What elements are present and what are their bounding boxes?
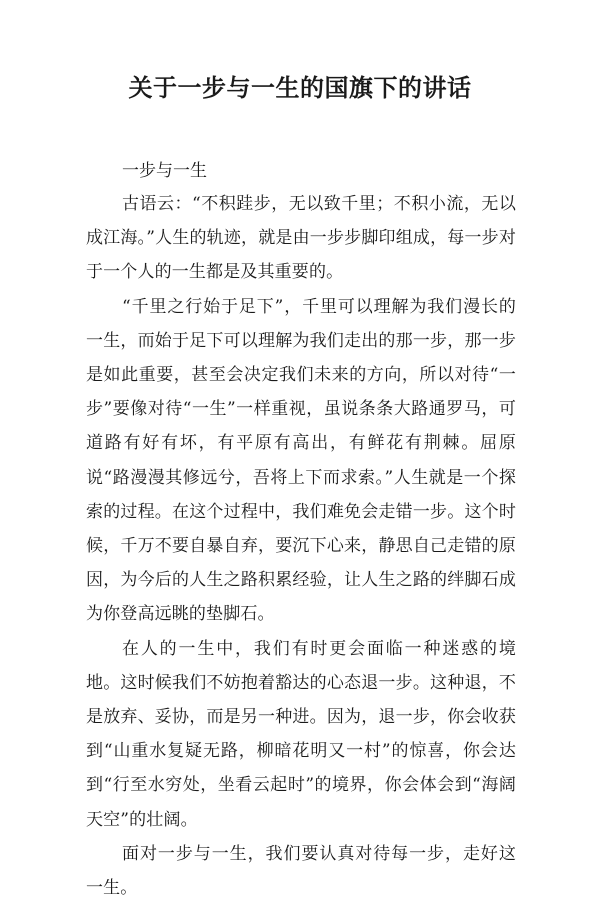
paragraph-2: “千里之行始于足下”，千里可以理解为我们漫长的一生，而始于足下可以理解为我们走出的那一步，那一步是如此重要，甚至会决定我们未来的方向，所以对待“一步”要像对待“一生”一样重视，虽说条条大路通罗马，可道路有好有坏，有平原有高出，有鲜花有荆棘。屈原说“路漫漫其修远兮，吾将上下而求索。”人生就是一个探索的过程。在这个过程中，我们难免会走错一步。这个时候，千万不要自暴自弃，要沉下心来，静思自己走错的原因，为今后的人生之路积累经验，让人生之路的绊脚石成为你登高远眺的垫脚石。 [86,296,516,625]
paragraph-4: 面对一步与一生，我们要认真对待每一步，走好这一生。 [86,843,516,899]
document-title: 关于一步与一生的国旗下的讲话 [128,73,472,102]
paragraph-1: 古语云：“不积跬步，无以致千里；不积小流，无以成江海。”人生的轨迹，就是由一步步脚印组成，每一步对于一个人的一生都是及其重要的。 [86,194,516,283]
section-subtitle: 一步与一生 [122,161,207,181]
document-body [86,155,516,905]
paragraph-3: 在人的一生中，我们有时更会面临一种迷惑的境地。这时候我们不妨抱着豁达的心态退一步。这种退，不是放弃、妥协，而是另一种进。因为，退一步，你会收获到“山重水复疑无路，柳暗花明又一村”的惊喜，你会达到“行至水穷处，坐看云起时”的境界，你会体会到“海阔天空”的壮阔。 [86,638,516,830]
